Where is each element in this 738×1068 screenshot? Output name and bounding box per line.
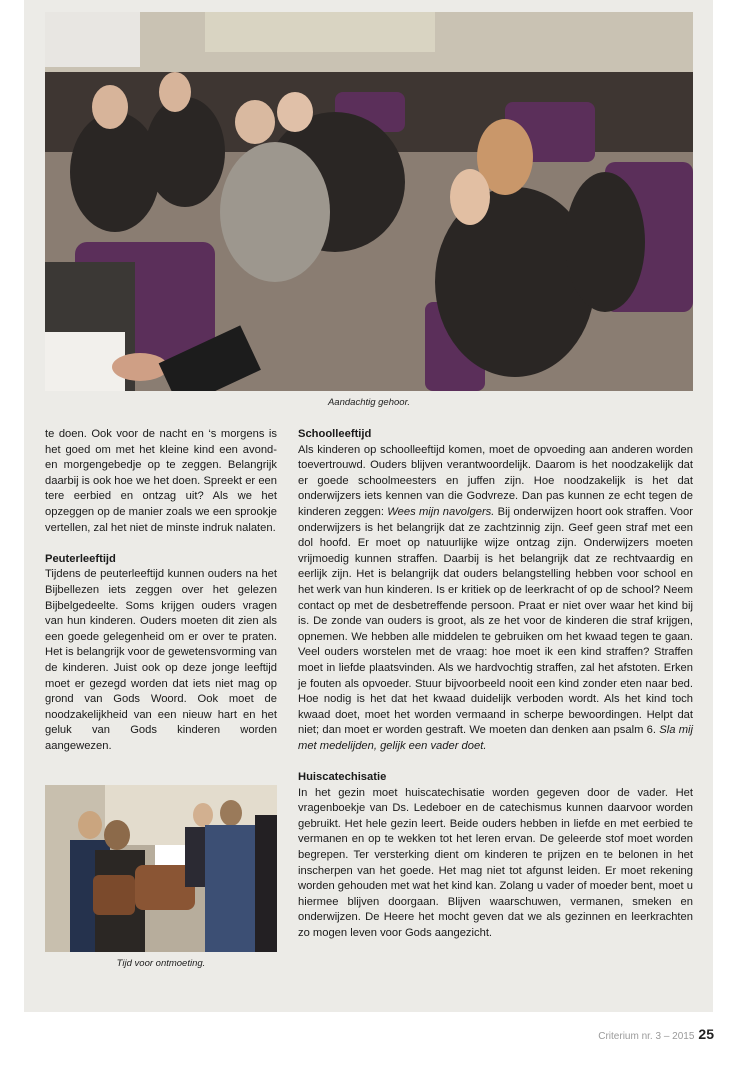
school-text-1: Als kinderen op schoolleeftijd komen, moet de opvoeding aan anderen worden toevertrouwd. Ouders blijven verantwoordelijk. Daarom is het noodzakelijk dat er goede schoolmeesters en juffen zijn. Hoe noodzakelijk is het dat onderwijzers iets kennen van die Godvreze. Dan pas kunnen ze echt tegen de kinderen zeggen: [298,443,693,518]
right-column [298,427,693,942]
school-heading: Schoolleeftijd [298,428,372,440]
left-column [45,427,277,754]
publication-name: Criterium nr. 3 – 2015 [598,1031,695,1042]
school-quote-2: Sla mij met medelijden, gelijk een vader doet. [298,724,693,752]
page-number: 25 [698,1026,714,1042]
page-footer [598,1026,714,1042]
small-photo-caption: Tijd voor ontmoeting. [116,958,206,969]
intro-paragraph: te doen. Ook voor de nacht en ‘s morgens is het goed om met het kleine kind een avond- en morgengebedje op te zeggen. Belangrijk daarbij is ook hoe we het doen. Spreekt er een tere eerbied en ontzag uit? Als we het opzeggen op de manier zoals we een sprookje vertellen, zal het niet de minste indruk nalaten. [45,428,277,534]
peuter-heading: Peuterleeftijd [45,552,116,565]
meeting-photo [45,785,277,952]
main-photo-caption: Aandachtig gehoor. [327,397,411,408]
peuter-paragraph: Tijdens de peuterleeftijd kunnen ouders na het Bijbellezen iets zeggen over het gelezen Bijbelgedeelte. Soms krijgen ouders vragen van hun kinderen. Ouders moeten dit zien als een goede gelegenheid om er over te praten. Het is belangrijk voor de gewetensvorming van de kinderen. Juist ook op deze jonge leeftijd moet er gezegd worden dat iets niet mag op grond van Gods Woord. Ook moet de noodzakelijkheid van een nieuw hart en het geluk van Gods kinderen worden aangewezen. [45,568,277,752]
home-catechism-heading: Huiscatechisatie [298,771,387,784]
school-paragraph [298,443,693,755]
home-catechism-paragraph: In het gezin moet huiscatechisatie worden gegeven door de vader. Het vragenboekje van Ds. Ledeboer en de catechismus kunnen daarvoor worden gebruikt. Het hele gezin leert. Beide ouders hebben in liefde en met eerbied te vermanen en op te wekken tot het leren ervan. De geleerde stof moet worden begrepen. Ter versterking dient om kinderen te prijzen en te belonen in het inscherpen van het goede. Het mag niet tot afgunst leiden. Er moet rekening worden gehouden met wat het kind kan. Zolang u vader of moeder bent, moet u hiermee blijven doorgaan. Blijven waarschuwen, vermanen, smeken en onderwijzen. De Heere het mocht geven dat we als gezinnen en leerkrachten zo mogen leven voor Gods aangezicht. [298,786,693,939]
school-text-2: Bij onderwijzen hoort ook straffen. Voor onderwijzers is het belangrijk dat ze zachtzinnig zijn. Geef geen straf met een dol hoofd. Er moet op natuurlijke wijze ontzag zijn. Onderwijzers moeten vrijmoedig kunnen straffen. Daarbij is het belangrijk dat ze rechtvaardig en eerlijk zijn. Het is belangrijk dat ouders belangstelling hebben voor school en het werk van hun kinderen. Is er kritiek op de leerkracht of op de school? Neem contact op met de desbetreffende persoon. Praat er niet over waar het kind bij is. De zonde van ouders is groot, als ze het voor de kinderen die straf krijgen, opnemen. We hebben alle middelen te gebruiken om het kwaad tegen te gaan. Veel ouders worstelen met de vraag: hoe moet ik een kind straffen? Straffen moet in liefde plaatsvinden. Als we hardvochtig straffen, zal het afstoten. Erken je fouten als opvoeder. Stuur bijvoorbeeld nooit een kind zonder eten naar bed. Hoe nodig is het dat het kwaad duidelijk verboden wordt. Als het kind toch kwaad doet, moet het worden vermaand in scherpe bewoordingen. Helpt dat niet; dan moet er worden gestraft. We moeten dan denken aan psalm 6. [298,505,693,737]
school-quote-1: Wees mijn navolgers. [387,505,495,518]
audience-photo [45,12,693,391]
